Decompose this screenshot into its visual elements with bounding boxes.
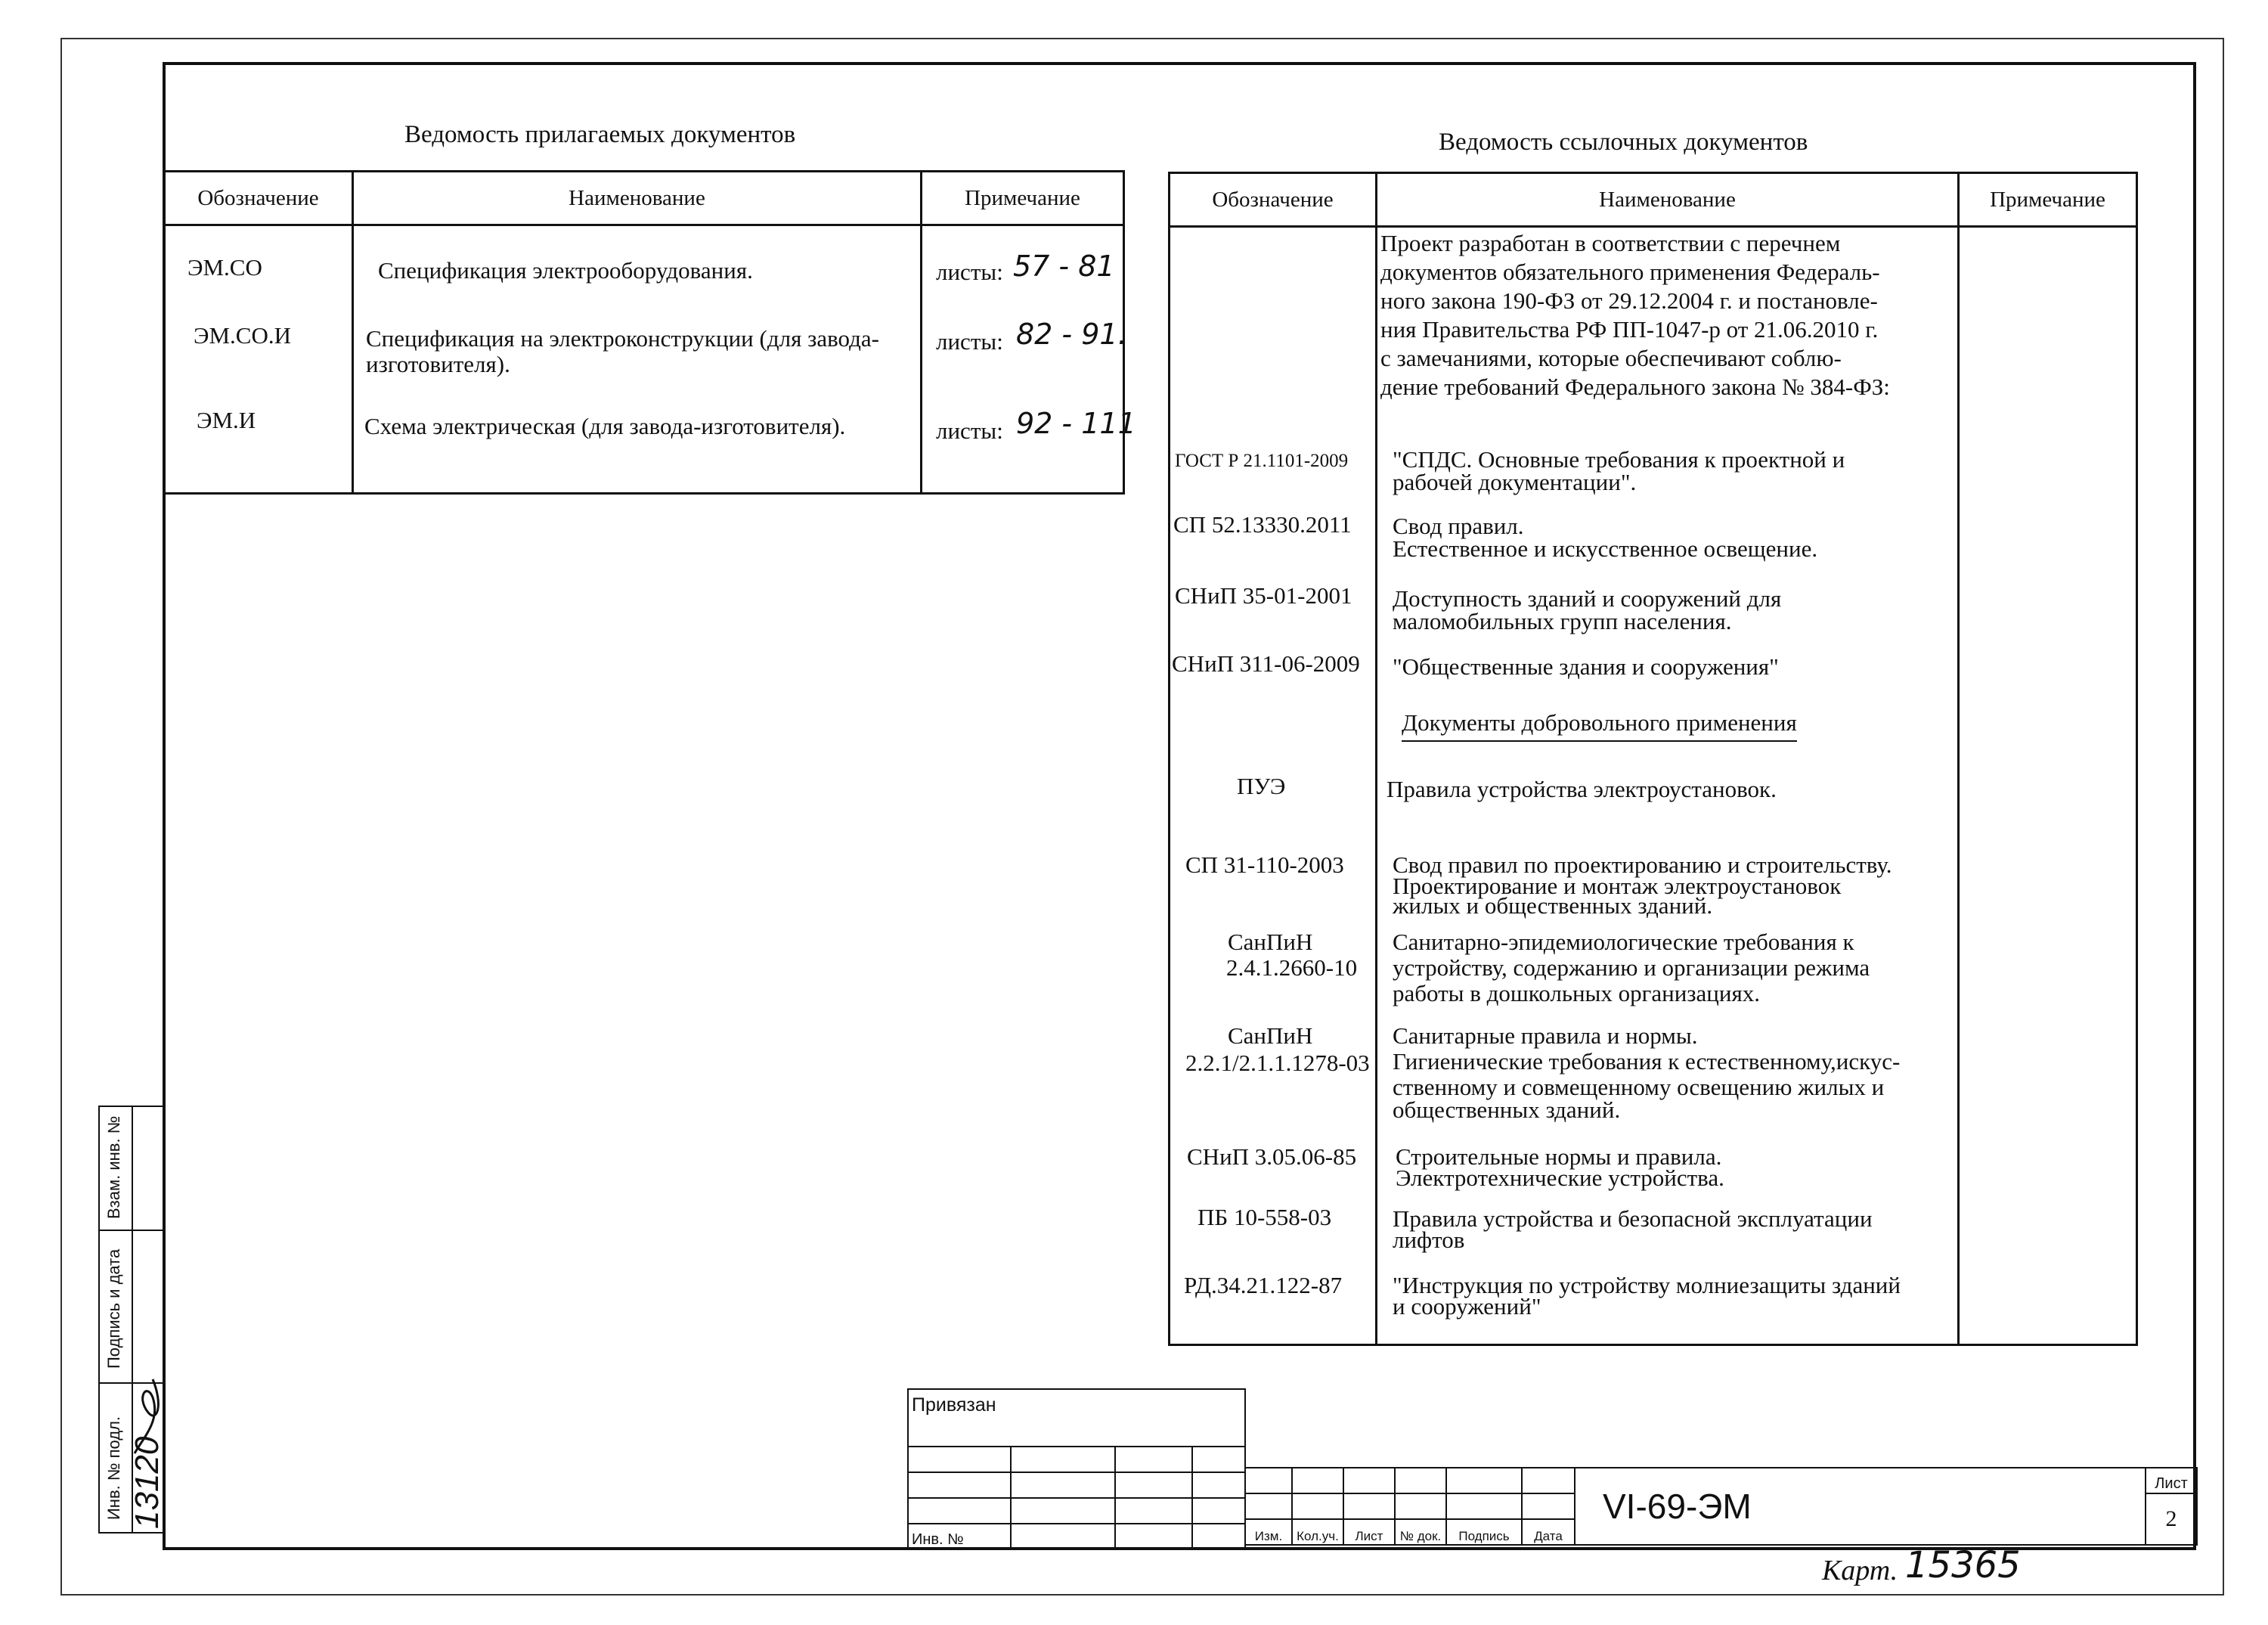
attached-row-sheets: 57 - 81 bbox=[1013, 250, 1115, 283]
attached-header-note: Примечание bbox=[922, 172, 1124, 225]
attached-name-cell bbox=[353, 225, 922, 494]
attached-docs-title: Ведомость прилагаемых документов bbox=[404, 121, 796, 148]
bound-cell bbox=[1115, 1524, 1192, 1549]
side-label-replace: Взам. инв. № bbox=[104, 1115, 123, 1219]
bound-cell bbox=[1192, 1447, 1245, 1472]
reference-intro-line: ния Правительства РФ ПП-1047-р от 21.06.2010 г. bbox=[1380, 316, 1879, 343]
attached-row-name: Схема электрическая (для завода-изготовителя). bbox=[364, 413, 846, 439]
binding-block bbox=[907, 1388, 1246, 1550]
voluntary-row-code: 2.4.1.2660-10 bbox=[1226, 954, 1358, 981]
attached-row-note-label: листы: bbox=[936, 417, 1003, 444]
side-label-inv: Инв. № подл. bbox=[104, 1416, 123, 1520]
reference-row-name: Естественное и искусственное освещение. bbox=[1393, 535, 1818, 562]
bound-cell bbox=[908, 1447, 1011, 1472]
reference-row-name: рабочей документации". bbox=[1393, 469, 1637, 495]
bound-cell bbox=[908, 1472, 1011, 1498]
reference-docs-title: Ведомость ссылочных документов bbox=[1439, 129, 1808, 156]
voluntary-row-name: работы в дошкольных организациях. bbox=[1393, 980, 1760, 1006]
reference-intro-line: ного закона 190-ФЗ от 29.12.2004 г. и постановле- bbox=[1380, 287, 1878, 314]
voluntary-row-code: СанПиН bbox=[1228, 929, 1313, 955]
reference-docs-table bbox=[1168, 172, 2138, 1346]
bound-cell bbox=[1192, 1524, 1245, 1549]
reference-header-name: Наименование bbox=[1377, 173, 1959, 227]
reference-row-code: ГОСТ Р 21.1101-2009 bbox=[1175, 451, 1349, 471]
bound-cell bbox=[1115, 1472, 1192, 1498]
attached-note-cell bbox=[922, 225, 1136, 494]
reference-row-name: Доступность зданий и сооружений для bbox=[1393, 585, 1782, 612]
card-label: Карт. bbox=[1822, 1555, 1898, 1586]
stamp-cell bbox=[1343, 1468, 1395, 1493]
voluntary-row-name: устройству, содержанию и организации режима bbox=[1393, 954, 1870, 981]
reference-name-cell bbox=[1377, 227, 1959, 1345]
reference-intro-line: Проект разработан в соответствии с перечнем bbox=[1380, 230, 1841, 256]
voluntary-row-name: ственному и совмещенному освещению жилых и bbox=[1393, 1074, 1885, 1100]
attached-row-note-label: листы: bbox=[936, 259, 1003, 285]
handwritten-inv-number: 13120 bbox=[129, 1436, 166, 1529]
voluntary-row-name: "Инструкция по устройству молниезащиты зданий bbox=[1393, 1272, 1901, 1298]
voluntary-row-name: Правила устройства и безопасной эксплуатации bbox=[1393, 1205, 1873, 1232]
voluntary-heading: Документы добровольного применения bbox=[1402, 710, 1797, 742]
voluntary-row-name: Свод правил по проектированию и строительству. bbox=[1393, 851, 1892, 878]
sheet-label: Лист bbox=[2146, 1468, 2197, 1493]
reference-note-cell bbox=[1959, 227, 2137, 1345]
reference-code-cell bbox=[1170, 227, 1377, 1345]
col-signature: Подпись bbox=[1446, 1519, 1522, 1545]
attached-row-code: ЭМ.И bbox=[197, 407, 256, 433]
bound-cell bbox=[1011, 1472, 1115, 1498]
voluntary-row-code: РД.34.21.122-87 bbox=[1184, 1272, 1343, 1298]
bound-cell bbox=[1115, 1447, 1192, 1472]
voluntary-row-code: 2.2.1/2.1.1.1278-03 bbox=[1185, 1050, 1370, 1076]
document-code: VI-69-ЭМ bbox=[1575, 1468, 2146, 1545]
col-kol-uch: Кол.уч. bbox=[1292, 1519, 1343, 1545]
voluntary-row-code: СНиП 3.05.06-85 bbox=[1187, 1143, 1357, 1170]
stamp-cell bbox=[1446, 1493, 1522, 1519]
bound-label: Привязан bbox=[908, 1389, 1245, 1447]
reference-row-name: Свод правил. bbox=[1393, 513, 1524, 539]
attached-row-name: Спецификация на электроконструкции (для завода- bbox=[366, 325, 879, 352]
stamp-cell bbox=[1292, 1493, 1343, 1519]
attached-code-cell bbox=[164, 225, 353, 494]
sheet-number: 2 bbox=[2146, 1493, 2197, 1545]
voluntary-row-name: Строительные нормы и правила. bbox=[1396, 1143, 1722, 1170]
voluntary-row-name: общественных зданий. bbox=[1393, 1096, 1621, 1123]
attached-row-name: изготовителя). bbox=[366, 351, 510, 377]
inv-label: Инв. № bbox=[908, 1524, 1011, 1549]
voluntary-row-code: ПБ 10-558-03 bbox=[1198, 1204, 1332, 1230]
reference-row-code: СП 52.13330.2011 bbox=[1173, 511, 1352, 538]
reference-intro-line: дение требований Федерального закона № 384-ФЗ: bbox=[1380, 374, 1890, 400]
reference-header-note: Примечание bbox=[1959, 173, 2137, 227]
reference-row-name: "Общественные здания и сооружения" bbox=[1393, 653, 1779, 680]
reference-row-code: СНиП 35-01-2001 bbox=[1175, 582, 1352, 609]
attached-row-code: ЭМ.СО.И bbox=[194, 322, 291, 349]
attached-docs-table bbox=[163, 170, 1136, 495]
bound-cell bbox=[1115, 1498, 1192, 1524]
stamp-cell bbox=[1522, 1493, 1575, 1519]
reference-header-code: Обозначение bbox=[1170, 173, 1377, 227]
bound-cell bbox=[908, 1498, 1011, 1524]
voluntary-row-name: Гигиенические требования к естественному,искус- bbox=[1393, 1048, 1901, 1075]
col-doc-no: № док. bbox=[1395, 1519, 1446, 1545]
reference-row-name: "СПДС. Основные требования к проектной и bbox=[1393, 446, 1845, 473]
attached-row-sheets: 92 - 111 bbox=[1016, 407, 1136, 440]
side-cell-sign-value bbox=[132, 1230, 164, 1383]
voluntary-row-name: Проектирование и монтаж электроустановок bbox=[1393, 873, 1842, 899]
stamp-cell bbox=[1522, 1468, 1575, 1493]
bound-cell bbox=[1011, 1524, 1115, 1549]
side-label-sign: Подпись и дата bbox=[104, 1248, 123, 1369]
stamp-cell bbox=[1292, 1468, 1343, 1493]
voluntary-row-code: ПУЭ bbox=[1237, 773, 1286, 799]
voluntary-row-name: Санитарные правила и нормы. bbox=[1393, 1022, 1698, 1049]
voluntary-row-name: Правила устройства электроустановок. bbox=[1387, 776, 1777, 802]
handwritten-signature-icon bbox=[130, 1375, 165, 1458]
attached-row-note-label: листы: bbox=[936, 328, 1003, 355]
voluntary-row-code: СП 31-110-2003 bbox=[1185, 851, 1344, 878]
voluntary-row-name: жилых и общественных зданий. bbox=[1393, 892, 1713, 919]
voluntary-row-name: Электротехнические устройства. bbox=[1396, 1164, 1724, 1191]
stamp-cell bbox=[1446, 1468, 1522, 1493]
stamp-cell bbox=[1343, 1493, 1395, 1519]
stamp-cell bbox=[1245, 1493, 1292, 1519]
attached-row-name: Спецификация электрооборудования. bbox=[378, 257, 753, 284]
voluntary-row-name: Санитарно-эпидемиологические требования к bbox=[1393, 929, 1854, 955]
col-date: Дата bbox=[1522, 1519, 1575, 1545]
attached-row-sheets: 82 - 91. bbox=[1016, 318, 1127, 351]
stamp-cell bbox=[1245, 1468, 1292, 1493]
stamp-cell bbox=[1395, 1493, 1446, 1519]
reference-intro-line: с замечаниями, которые обеспечивают соблю- bbox=[1380, 345, 1842, 371]
voluntary-row-name: лифтов bbox=[1393, 1227, 1465, 1253]
col-list: Лист bbox=[1343, 1519, 1395, 1545]
bound-cell bbox=[1011, 1498, 1115, 1524]
attached-row-code: ЭМ.СО bbox=[187, 254, 262, 281]
side-cell-replace-value bbox=[132, 1106, 164, 1230]
stamp-cell bbox=[1395, 1468, 1446, 1493]
bound-cell bbox=[1011, 1447, 1115, 1472]
attached-header-name: Наименование bbox=[353, 172, 922, 225]
voluntary-row-name: и сооружений" bbox=[1393, 1293, 1541, 1320]
attached-header-code: Обозначение bbox=[164, 172, 353, 225]
reference-intro-line: документов обязательного применения Федераль- bbox=[1380, 259, 1880, 285]
title-block bbox=[1244, 1467, 2198, 1546]
bound-cell bbox=[1192, 1498, 1245, 1524]
reference-row-code: СНиП 311-06-2009 bbox=[1172, 650, 1360, 677]
reference-row-name: маломобильных групп населения. bbox=[1393, 608, 1732, 634]
voluntary-row-code: СанПиН bbox=[1228, 1022, 1313, 1049]
card-number: 15365 bbox=[1905, 1544, 2021, 1586]
col-izm: Изм. bbox=[1245, 1519, 1292, 1545]
bound-cell bbox=[1192, 1472, 1245, 1498]
